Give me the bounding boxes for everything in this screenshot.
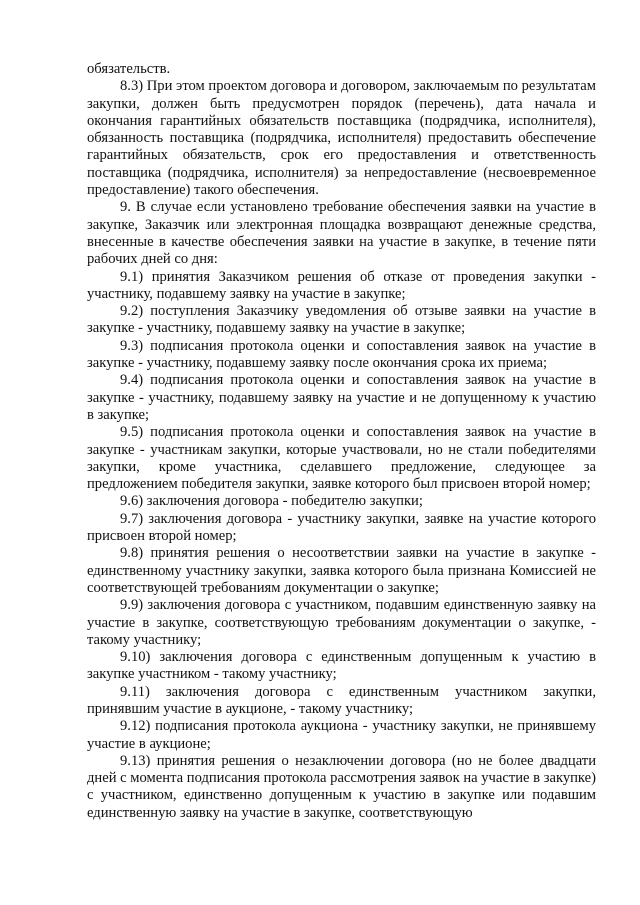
paragraph-9-12: 9.12) подписания протокола аукциона - участнику закупки, не принявшему участие в аукционе; bbox=[87, 718, 596, 752]
paragraph-9-11: 9.11) заключения договора с единственным участником закупки, принявшим участие в аукционе, - такому участнику; bbox=[87, 683, 596, 717]
paragraph-9-2: 9.2) поступления Заказчику уведомления об отзыве заявки на участие в закупке - участнику, подавшему заявку на участие в закупке; bbox=[87, 303, 596, 337]
paragraph-9-10: 9.10) заключения договора с единственным допущенным к участию в закупке участником - такому участнику; bbox=[87, 649, 596, 683]
paragraph-continuation: обязательств. bbox=[87, 61, 171, 77]
paragraph-9: 9. В случае если установлено требование обеспечения заявки на участие в закупке, Заказчик или электронная площадка возвращают денежные средства, внесенные в качестве обеспечения заявки на участие в закупке, в течение пяти рабочих дней со дня: bbox=[87, 199, 596, 268]
paragraph-8-3: 8.3) При этом проектом договора и договором, заключаемым по результатам закупки, должен быть предусмотрен порядок (перечень), дата начала и окончания гарантийных обязательств поставщика (подрядчика, исполнителя), обязанность поставщика (подрядчика, исполнителя) предоставить обеспечение гарантийных обязательств, срок его предоставления и ответственность поставщика (подрядчика, исполнителя) за непредоставление (несвоевременное предоставление) такого обеспечения. bbox=[87, 78, 596, 199]
paragraph-9-3: 9.3) подписания протокола оценки и сопоставления заявок на участие в закупке - участнику, подавшему заявку после окончания срока их приема; bbox=[87, 337, 596, 372]
paragraph-9-5: 9.5) подписания протокола оценки и сопоставления заявок на участие в закупке - участникам закупки, которые участвовали, но не стали победителями закупки, кроме участника, сделавшего предложение, следующее за предложением победителя закупки, заявке которого был присвоен второй номер; bbox=[87, 424, 596, 493]
document-page bbox=[87, 61, 596, 822]
paragraph-9-8: 9.8) принятия решения о несоответствии заявки на участие в закупке - единственному участнику закупки, заявка которого была признана Комиссией не соответствующей требованиям документации о закупке; bbox=[87, 545, 596, 596]
paragraph-9-1: 9.1) принятия Заказчиком решения об отказе от проведения закупки - участнику, подавшему заявку на участие в закупке; bbox=[87, 268, 596, 302]
paragraph-9-7: 9.7) заключения договора - участнику закупки, заявке на участие которого присвоен второй номер; bbox=[87, 510, 596, 545]
paragraph-9-13: 9.13) принятия решения о незаключении договора (но не более двадцати дней с момента подписания протокола рассмотрения заявок на участие в закупке) с участником, единственно допущенным к участию в закупке или подавшим единственную заявку на участие в закупке, соответствующую bbox=[87, 752, 596, 821]
paragraph-9-4: 9.4) подписания протокола оценки и сопоставления заявок на участие в закупке - участнику, подавшему заявку на участие и не допущенному к участию в закупке; bbox=[87, 372, 596, 423]
paragraph-9-6: 9.6) заключения договора - победителю закупки; bbox=[120, 493, 423, 510]
paragraph-9-9: 9.9) заключения договора с участником, подавшим единственную заявку на участие в закупке, соответствующую требованиям документации о закупке, - такому участнику; bbox=[87, 597, 596, 648]
